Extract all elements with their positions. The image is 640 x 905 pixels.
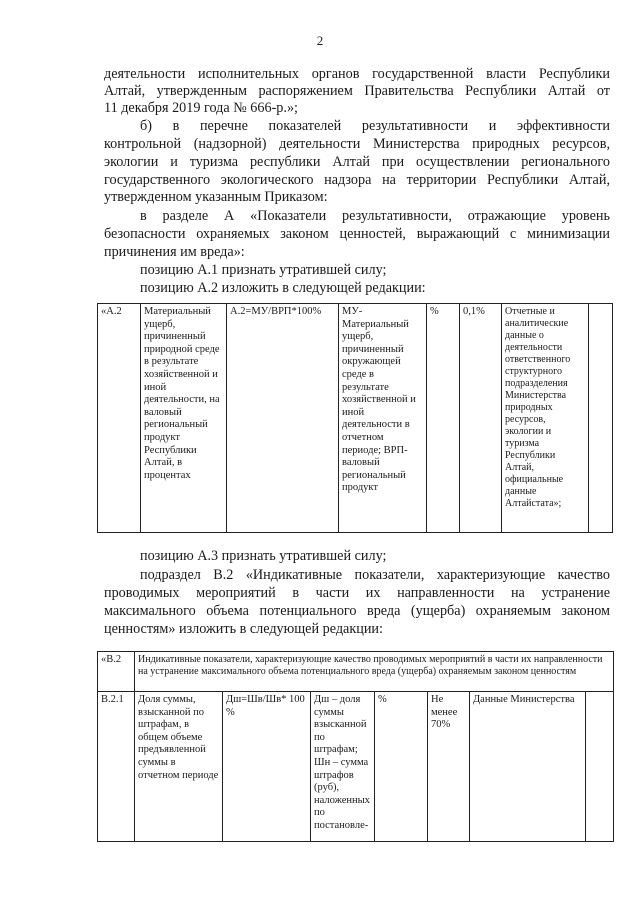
a2-extra-cell	[589, 304, 613, 533]
b21-extra-cell	[586, 692, 614, 842]
b21-data-source: Данные Министерства	[470, 692, 586, 842]
b2-code: «В.2	[98, 652, 135, 692]
paragraph-3-line-2: безопасности охраняемых законом ценностей, выражающий с минимизации	[104, 226, 610, 242]
b21-indicator-name: Доля суммы, взысканной по штрафам, в общем объеме предъявленной суммы в отчетном периоде	[135, 692, 223, 842]
paragraph-4: позицию А.1 признать утратившей силу;	[140, 262, 387, 278]
paragraph-3-line-3: причинения им вреда»:	[104, 244, 245, 260]
b2-section-header: Индикативные показатели, характеризующие качество проводимых мероприятий в части их направленности на устранение максимального объема потенциального вреда (ущерба) охраняемым законом ценностям	[135, 652, 614, 692]
paragraph-1-line-3: 11 декабря 2019 года № 666-р.»;	[104, 100, 298, 116]
paragraph-7-line-2: проводимых мероприятий в части их направленности на устранение	[104, 585, 610, 601]
paragraph-5: позицию А.2 изложить в следующей редакции:	[140, 280, 426, 296]
paragraph-6: позицию А.3 признать утратившей силу;	[140, 548, 387, 564]
paragraph-7-line-1: подраздел В.2 «Индикативные показатели, характеризующие качество	[140, 567, 610, 583]
page-number: 2	[316, 33, 324, 48]
paragraph-2-line-2: контрольной (надзорной) деятельности Министерства природных ресурсов,	[104, 136, 610, 152]
paragraph-2-line-5: утвержденном указанным Приказом:	[104, 189, 328, 205]
paragraph-1-line-2: Алтай, утвержденным распоряжением Правительства Республики Алтай от	[104, 83, 610, 99]
b21-formula-explanation: Дш – доля суммы взысканной по штрафам; Шн – сумма штрафов (руб), наложенных по постановле-	[311, 692, 375, 842]
b21-unit: %	[375, 692, 428, 842]
table-b2	[97, 651, 614, 842]
a2-unit: %	[427, 304, 460, 533]
b21-formula: Дш=Шв/Шв* 100 %	[223, 692, 311, 842]
a2-code: «А.2	[98, 304, 141, 533]
paragraph-7-line-3: максимального объема потенциального вреда (ущерба) охраняемым законом	[104, 603, 610, 619]
paragraph-2-line-3: экологии и туризма республики Алтай при осуществлении регионального	[104, 154, 610, 170]
b21-code: В.2.1	[98, 692, 135, 842]
a2-indicator-name: Материальный ущерб, причиненный природной среде в результате хозяйственной и иной деятельности, на валовый региональный продукт Республики Алтай, в процентах	[141, 304, 227, 533]
b21-target-value: Не менее 70%	[428, 692, 470, 842]
paragraph-1-line-1: деятельности исполнительных органов государственной власти Республики	[104, 66, 610, 82]
table-a2	[97, 303, 613, 533]
paragraph-2-line-1: б) в перечне показателей результативности и эффективности	[140, 118, 610, 134]
paragraph-7-line-4: ценностям» изложить в следующей редакции:	[104, 621, 383, 637]
a2-data-source: Отчетные и аналитические данные о деятельности ответственного структурного подразделения Министерства природных ресурсов, экологии и туризма Республики Алтай, официальные данные Алтайстата»;	[502, 304, 589, 533]
paragraph-3-line-1: в разделе А «Показатели результативности, отражающие уровень	[140, 208, 610, 224]
a2-formula: А.2=МУ/ВРП*100%	[227, 304, 339, 533]
paragraph-2-line-4: государственного экологического надзора на территории Республики Алтай,	[104, 172, 610, 188]
a2-target-value: 0,1%	[460, 304, 502, 533]
a2-formula-explanation: МУ- Материальный ущерб, причиненный окружающей среде в результате хозяйственной и иной деятельности в отчетном периоде; ВРП- валовый региональный продукт	[339, 304, 427, 533]
